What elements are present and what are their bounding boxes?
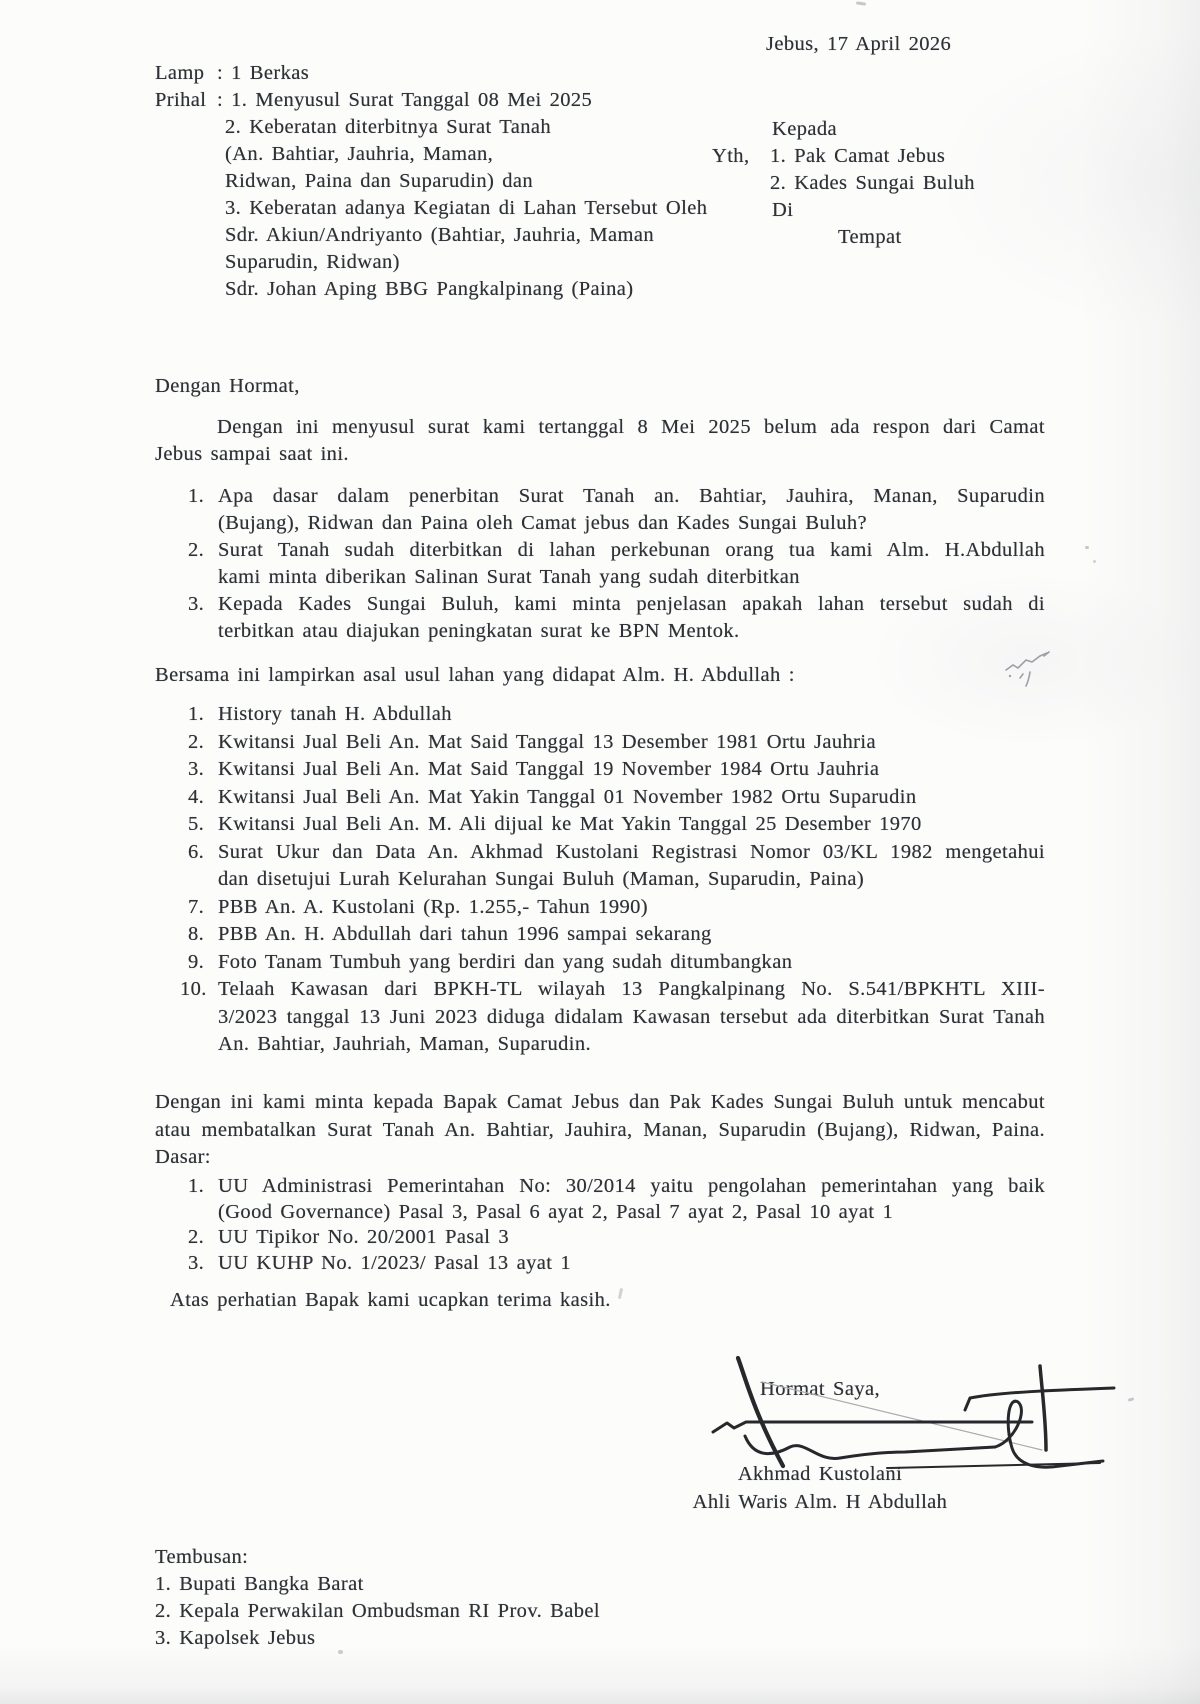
recipient-block xyxy=(712,116,1052,251)
lamp-value: : 1 Berkas xyxy=(217,62,310,84)
prihal-row xyxy=(155,87,715,114)
prihal-line: 2. Keberatan diterbitnya Surat Tanah xyxy=(225,116,551,138)
letter-meta xyxy=(155,60,715,303)
item-number: 3. xyxy=(188,758,205,780)
lamp-row xyxy=(155,60,715,87)
signature-graphic xyxy=(680,1340,1140,1480)
scan-speck xyxy=(1085,546,1089,549)
item-text: Kwitansi Jual Beli An. Mat Said Tanggal 13 Desember 1981 Ortu Jauhria xyxy=(218,730,876,753)
item-text: An. Bahtiar, Jauhriah, Maman, Suparudin. xyxy=(218,1033,592,1055)
item-text: (Good Governance) Pasal 3, Pasal 6 ayat 2, Pasal 7 ayat 2, Pasal 10 ayat 1 xyxy=(218,1200,894,1223)
tembusan-block xyxy=(155,1544,600,1652)
list-item xyxy=(188,729,1045,757)
tembusan-item: 2. Kepala Perwakilan Ombudsman RI Prov. Babel xyxy=(155,1600,601,1622)
prihal-line: 3. Keberatan adanya Kegiatan di Lahan Tersebut Oleh xyxy=(225,197,708,219)
item-number: 3. xyxy=(188,1251,205,1274)
place-date: Jebus, 17 April 2026 xyxy=(766,33,952,55)
scan-speck xyxy=(618,1288,623,1299)
list-item xyxy=(188,949,1045,977)
item-text: History tanah H. Abdullah xyxy=(218,703,452,725)
prihal-line: Sdr. Johan Aping BBG Pangkalpinang (Paina) xyxy=(225,278,634,300)
list-item xyxy=(188,1225,1045,1251)
scan-speck xyxy=(856,1,866,5)
list-item xyxy=(188,591,1045,618)
recipient-di: Di xyxy=(772,199,794,221)
item-number: 1. xyxy=(188,703,205,725)
item-number: 8. xyxy=(188,923,205,945)
salutation: Dengan Hormat, xyxy=(155,375,300,397)
recipient-1: 1. Pak Camat Jebus xyxy=(770,145,946,167)
list-item xyxy=(188,483,1045,510)
prihal-line: Sdr. Akiun/Andriyanto (Bahtiar, Jauhria, Maman xyxy=(225,224,654,246)
list-item xyxy=(188,839,1045,867)
item-text: Telaah Kawasan dari BPKH-TL wilayah 13 Pangkalpinang No. S.541/BPKHTL XIII- xyxy=(218,978,1045,1000)
item-text: Apa dasar dalam penerbitan Surat Tanah an. Bahtiar, Jauhira, Manan, Suparudin xyxy=(218,485,1045,507)
item-text: PBB An. H. Abdullah dari tahun 1996 sampai sekarang xyxy=(218,923,712,945)
scan-speck xyxy=(1093,560,1096,563)
prihal-label: Prihal xyxy=(155,89,207,111)
paragraph-line: Dasar: xyxy=(155,1146,211,1168)
item-text: kami minta diberikan Salinan Surat Tanah yang sudah diterbitkan xyxy=(218,566,800,588)
recipient-tempat: Tempat xyxy=(838,226,902,248)
list-item xyxy=(188,921,1045,949)
yth-row xyxy=(712,143,1052,170)
item-text: Foto Tanam Tumbuh yang berdiri dan yang sudah ditumbangkan xyxy=(218,950,793,973)
recipient-2: 2. Kades Sungai Buluh xyxy=(770,172,975,194)
item-number: 4. xyxy=(188,785,205,808)
list-item xyxy=(180,976,1045,1004)
dasar-list xyxy=(155,1174,1045,1276)
item-text: Surat Ukur dan Data An. Akhmad Kustolani Registrasi Nomor 03/KL 1982 mengetahui xyxy=(218,840,1045,863)
signer-role: Ahli Waris Alm. H Abdullah xyxy=(692,1491,948,1513)
item-number: 1. xyxy=(188,1175,205,1197)
item-text: 3/2023 tanggal 13 Juni 2023 diduga didalam Kawasan tersebut ada diterbitkan Surat Tanah xyxy=(218,1005,1045,1028)
list-item xyxy=(188,537,1045,564)
item-number: 10. xyxy=(180,978,207,1000)
list-item xyxy=(188,784,1045,812)
item-text: Kepada Kades Sungai Buluh, kami minta penjelasan apakah lahan tersebut sudah di xyxy=(218,593,1045,615)
signer-name: Akhmad Kustolani xyxy=(737,1463,903,1485)
prihal-line: Suparudin, Ridwan) xyxy=(225,251,400,273)
kepada-label: Kepada xyxy=(772,118,838,140)
lamp-label: Lamp xyxy=(155,62,205,84)
tembusan-item: 3. Kapolsek Jebus xyxy=(155,1627,316,1649)
tembusan-label: Tembusan: xyxy=(155,1546,249,1568)
attachments-intro: Bersama ini lampirkan asal usul lahan yang didapat Alm. H. Abdullah : xyxy=(155,664,795,686)
paragraph-line: Dengan ini menyusul surat kami tertanggal 8 Mei 2025 belum ada respon dari Camat xyxy=(217,416,1045,438)
item-number: 2. xyxy=(188,539,205,561)
item-number: 3. xyxy=(188,593,205,615)
item-text: Kwitansi Jual Beli An. Mat Yakin Tanggal 01 November 1982 Ortu Suparudin xyxy=(218,785,917,808)
prihal-line: Ridwan, Paina dan Suparudin) dan xyxy=(225,170,534,192)
item-number: 9. xyxy=(188,950,205,973)
attachments-list xyxy=(155,701,1045,1059)
item-text: Kwitansi Jual Beli An. Mat Said Tanggal 19 November 1984 Ortu Jauhria xyxy=(218,758,880,780)
item-number: 1. xyxy=(188,485,205,507)
item-text: PBB An. A. Kustolani (Rp. 1.255,- Tahun 1990) xyxy=(218,895,649,918)
tembusan-item: 1. Bupati Bangka Barat xyxy=(155,1573,364,1595)
closing-line: Atas perhatian Bapak kami ucapkan terima kasih. xyxy=(170,1289,611,1311)
request-paragraph xyxy=(155,1089,1045,1172)
paragraph-line: Jebus sampai saat ini. xyxy=(155,443,349,465)
item-text: terbitkan atau diajukan peningkatan surat ke BPN Mentok. xyxy=(218,620,740,642)
list-item xyxy=(188,756,1045,784)
questions-list xyxy=(155,483,1045,645)
item-number: 2. xyxy=(188,1226,205,1248)
item-text: UU Administrasi Pemerintahan No: 30/2014 yaitu pengolahan pemerintahan yang baik xyxy=(218,1175,1045,1197)
paragraph-line: Dengan ini kami minta kepada Bapak Camat Jebus dan Pak Kades Sungai Buluh untuk mencabut xyxy=(155,1091,1045,1113)
prihal-value: : 1. Menyusul Surat Tanggal 08 Mei 2025 xyxy=(217,89,593,111)
list-item xyxy=(188,894,1045,922)
opening-paragraph xyxy=(155,414,1045,468)
paragraph-line: atau membatalkan Surat Tanah An. Bahtiar, Jauhira, Manan, Suparudin (Bujang), Ridwan, Paina. xyxy=(155,1118,1045,1141)
list-item xyxy=(188,701,1045,729)
signature-salutation: Hormat Saya, xyxy=(759,1378,881,1400)
item-text: (Bujang), Ridwan dan Paina oleh Camat jebus dan Kades Sungai Buluh? xyxy=(218,512,868,534)
pencil-scribble xyxy=(1000,632,1070,692)
item-text: UU KUHP No. 1/2023/ Pasal 13 ayat 1 xyxy=(218,1251,572,1274)
item-number: 2. xyxy=(188,730,205,753)
item-text: Surat Tanah sudah diterbitkan di lahan perkebunan orang tua kami Alm. H.Abdullah xyxy=(218,539,1045,561)
list-item xyxy=(188,1174,1045,1200)
item-number: 6. xyxy=(188,840,205,863)
item-number: 5. xyxy=(188,813,205,835)
list-item xyxy=(188,811,1045,839)
yth-label: Yth, xyxy=(712,145,750,167)
item-text: dan disetujui Lurah Kelurahan Sungai Buluh (Maman, Suparudin, Paina) xyxy=(218,868,865,890)
item-number: 7. xyxy=(188,895,205,918)
list-item xyxy=(188,1251,1045,1277)
item-text: UU Tipikor No. 20/2001 Pasal 3 xyxy=(218,1226,510,1248)
prihal-line: (An. Bahtiar, Jauhria, Maman, xyxy=(225,143,494,165)
item-text: Kwitansi Jual Beli An. M. Ali dijual ke Mat Yakin Tanggal 25 Desember 1970 xyxy=(218,813,922,835)
